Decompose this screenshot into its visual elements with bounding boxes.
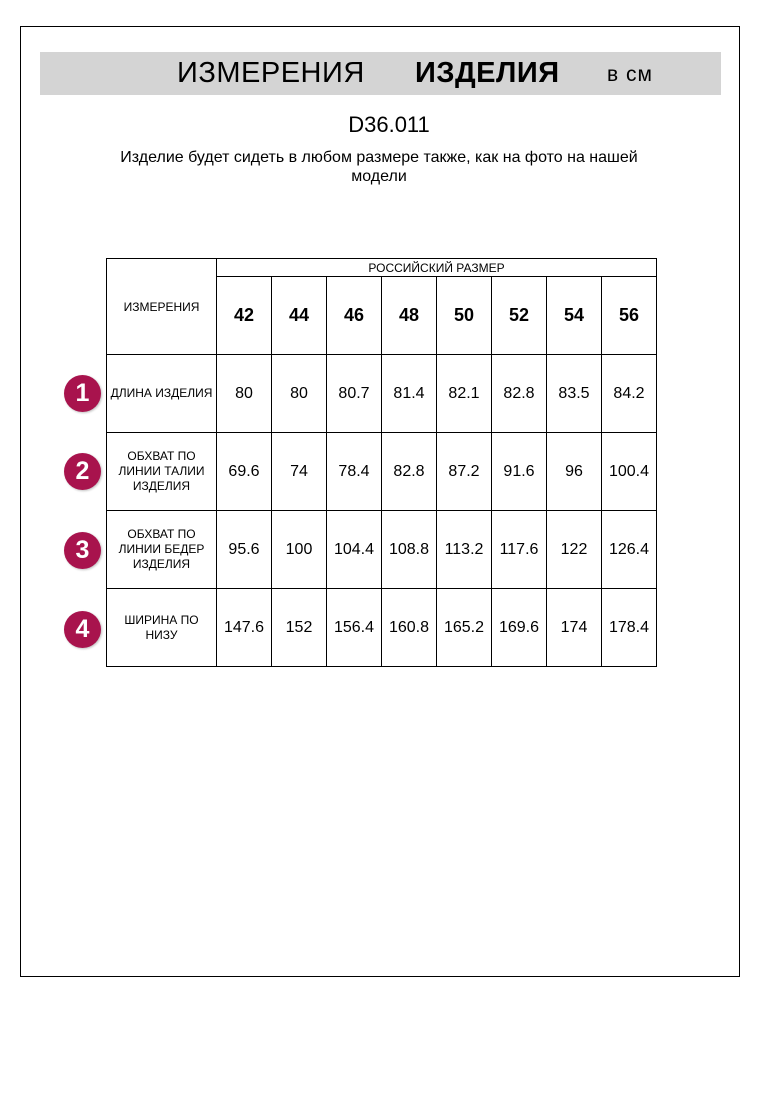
table-cell: 122 — [547, 511, 602, 589]
table-cell: 95.6 — [217, 511, 272, 589]
table-cell: 80 — [272, 355, 327, 433]
table-cell: 108.8 — [382, 511, 437, 589]
table-cell: 80 — [217, 355, 272, 433]
header-title-bold: ИЗДЕЛИЯ — [415, 57, 560, 89]
table-cell: 178.4 — [602, 589, 657, 667]
table-cell: 126.4 — [602, 511, 657, 589]
row-label: ОБХВАТ ПО ЛИНИИ БЕДЕР ИЗДЕЛИЯ — [107, 511, 217, 589]
fit-note: Изделие будет сидеть в любом размере также, как на фото на нашей модели — [120, 149, 638, 185]
size-header: 44 — [272, 277, 327, 355]
table-cell: 83.5 — [547, 355, 602, 433]
table-cell: 96 — [547, 433, 602, 511]
table-cell: 82.1 — [437, 355, 492, 433]
measurement-number-badge: 3 — [64, 532, 101, 569]
measurement-number-badge: 1 — [64, 375, 101, 412]
measurements-header: ИЗМЕРЕНИЯ — [107, 259, 217, 355]
measurement-number-badge: 2 — [64, 453, 101, 490]
size-header: 56 — [602, 277, 657, 355]
table-cell: 174 — [547, 589, 602, 667]
table-cell: 104.4 — [327, 511, 382, 589]
table-cell: 81.4 — [382, 355, 437, 433]
table-cell: 100 — [272, 511, 327, 589]
table-cell: 100.4 — [602, 433, 657, 511]
table-cell: 117.6 — [492, 511, 547, 589]
row-label: ДЛИНА ИЗДЕЛИЯ — [107, 355, 217, 433]
size-table — [106, 258, 657, 667]
row-label: ОБХВАТ ПО ЛИНИИ ТАЛИИ ИЗДЕЛИЯ — [107, 433, 217, 511]
size-group-header: РОССИЙСКИЙ РАЗМЕР — [217, 259, 657, 277]
product-code: D36.011 — [348, 112, 430, 137]
table-row — [107, 511, 657, 589]
table-cell: 82.8 — [382, 433, 437, 511]
table-cell: 156.4 — [327, 589, 382, 667]
size-header: 50 — [437, 277, 492, 355]
table-row — [107, 589, 657, 667]
table-cell: 91.6 — [492, 433, 547, 511]
size-header: 46 — [327, 277, 382, 355]
table-cell: 165.2 — [437, 589, 492, 667]
size-header: 54 — [547, 277, 602, 355]
size-header: 52 — [492, 277, 547, 355]
table-cell: 87.2 — [437, 433, 492, 511]
size-header: 42 — [217, 277, 272, 355]
table-cell: 84.2 — [602, 355, 657, 433]
table-cell: 69.6 — [217, 433, 272, 511]
row-label: ШИРИНА ПО НИЗУ — [107, 589, 217, 667]
table-cell: 152 — [272, 589, 327, 667]
table-row — [107, 355, 657, 433]
table-cell: 147.6 — [217, 589, 272, 667]
table-row — [107, 433, 657, 511]
table-cell: 169.6 — [492, 589, 547, 667]
table-cell: 113.2 — [437, 511, 492, 589]
table-header-row — [107, 259, 657, 277]
table-cell: 74 — [272, 433, 327, 511]
size-header: 48 — [382, 277, 437, 355]
header-title-light: ИЗМЕРЕНИЯ — [177, 57, 365, 89]
measurement-number-badge: 4 — [64, 611, 101, 648]
table-cell: 82.8 — [492, 355, 547, 433]
table-cell: 160.8 — [382, 589, 437, 667]
table-cell: 80.7 — [327, 355, 382, 433]
header-unit: в см — [607, 63, 653, 86]
table-cell: 78.4 — [327, 433, 382, 511]
